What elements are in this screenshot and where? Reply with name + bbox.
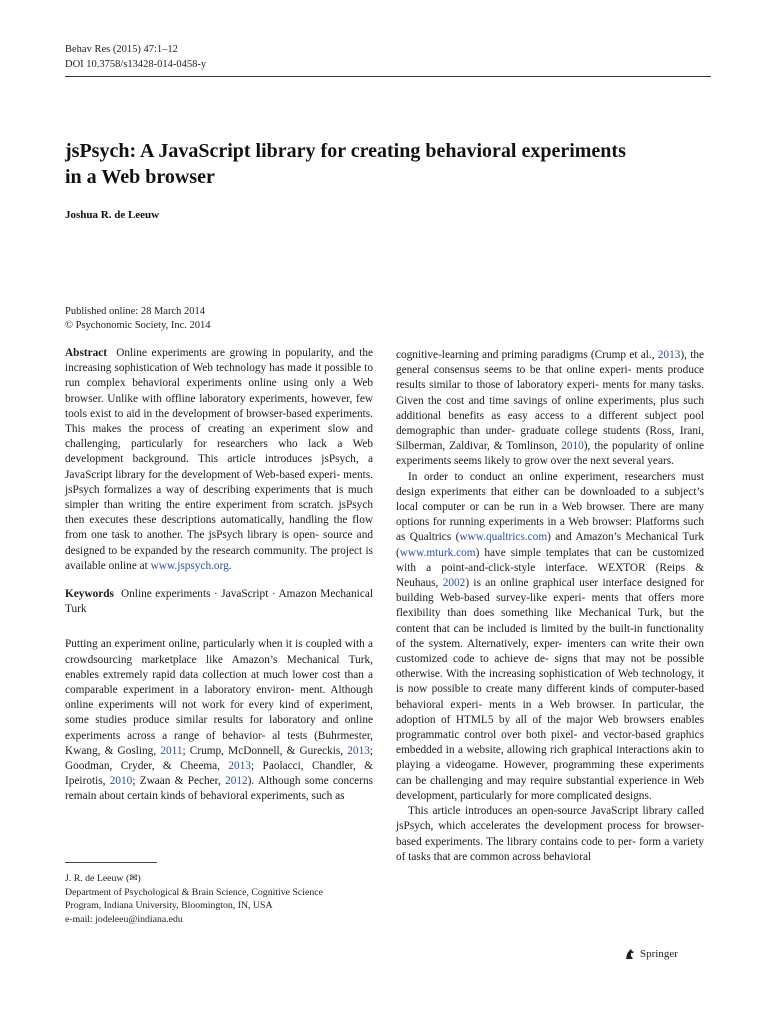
abstract-text: Online experiments are growing in popularity, and the increasing sophistication of Web technology has made it possible to run complex behavioral experiments online using only a Web browser. Unlike with offline laboratory experiments, however, few tools exist to aid in the development of browser-based experiments. This makes the process of creating an experiment slow and challenging, particularly for researchers who lack a Web development background. This article introduces jsPsych, a JavaScript library for the development of Web-based experi- ments. jsPsych formalizes a way of describing experiments that is much simpler than writing the entire experiment from scratch. jsPsych then executes these descriptions automatically, handling the flow from one task to another. The jsPsych library is open- source and designed to be expanded by the research community. The project is available online at — [65, 347, 373, 572]
doi: DOI 10.3758/s13428-014-0458-y — [65, 59, 207, 70]
keywords-label: Keywords — [65, 588, 114, 601]
citation-link[interactable]: 2013 — [347, 744, 370, 757]
affiliation-name: J. R. de Leeuw (✉) — [65, 873, 141, 884]
affiliation-dept: Department of Psychological & Brain Science, Cognitive Science — [65, 886, 323, 898]
envelope-icon[interactable]: ✉ — [129, 873, 138, 884]
left-column — [65, 346, 373, 805]
mturk-link[interactable]: www.mturk.com — [399, 546, 476, 559]
affiliation-program: Program, Indiana University, Bloomington, IN, USA — [65, 900, 273, 911]
copyright — [65, 319, 211, 333]
journal-header — [65, 42, 206, 72]
publisher-logo — [624, 948, 678, 960]
citation-link[interactable]: 2013 — [228, 760, 251, 773]
citation-link[interactable]: 2010 — [109, 775, 133, 788]
abstract: Abstract Online experiments are growing in popularity, and the increasing sophistication of Web technology has made it possible to run complex behavioral experiments online using only a Web browser. Unlike with offline laboratory experiments, however, few tools exist to aid in the development of browser-based experiments. This makes the process of creating an experiment slow and challenging, particularly for researchers who lack a Web development background. This article introduces jsPsych, a JavaScript library for the development of Web-based experi- ments. jsPsych formalizes a way of describing experiments that is much simpler than writing the entire experiment from scratch. jsPsych then executes these descriptions automatically, handling the flow from one task to another. The jsPsych library is open- source and designed to be expanded by the research community. The project is available online at www.jspsych.org. — [65, 347, 373, 572]
copyright-symbol: © — [65, 320, 73, 331]
keywords — [65, 587, 373, 617]
footnote-rule — [65, 862, 157, 863]
abstract-label: Abstract — [65, 347, 108, 359]
publication-info — [65, 305, 211, 333]
intro-paragraph: Putting an experiment online, particularly when it is coupled with a crowdsourcing marketplace like Amazon’s Mechanical Turk, enables extremely rapid data collection at much lower cost than a comparable experiment in a laboratory environ- ment. Although online experiments will not work for every kind of experiment, some studies produce similar results for laboratory and online experiments across a range of behavior- al tests (Buhrmester, Kwang, & Gosling, 2011; Crump, McDonnell, & Gureckis, 2013; Goodman, Cryder, & Cheema, 2013; Paolacci, Chandler, & Ipeirotis, 2010; Zwaan & Pecher, 2012). Although some concerns remain about certain kinds of behavioral experiments, such as — [65, 638, 374, 803]
keywords-text: Online experiments · JavaScript · Amazon Mechanical Turk — [65, 588, 373, 616]
header-rule — [65, 76, 711, 77]
article-title — [65, 138, 705, 190]
published-date: Published online: 28 March 2014 — [65, 306, 205, 317]
citation-link[interactable]: 2002 — [442, 577, 466, 590]
copyright-text: Psychonomic Society, Inc. 2014 — [75, 320, 211, 331]
author-name: Joshua R. de Leeuw — [65, 209, 160, 221]
right-paragraph-2: In order to conduct an online experiment, researchers must design experiments that either can be downloaded to a subject’s local computer or can be run in a Web browser. There are many options for running experiments in a Web browser: Platforms such as Qualtrics (www.qualtrics.com) and Amazon’s Mechanical Turk (www.mturk.com) have simple templates that can be customized with a point-and-click-style interface. WEXTOR (Reips & Neuhaus, 2002) is an online graphical user interface designed for building Web-based survey-like experi- ments that offers more flexibility than does something like Mechanical Turk, but the content that can be included is limited by the built-in functionality of the system. Alternatively, exper- imenters can write their own customized code to achieve de- signs that may not be possible otherwise. With the increasing sophistication of Web technology, it is now possible to create many different kinds of computer-based behavioral experi- ments in a Web browser. In particular, the adoption of HTML5 by all of the major Web browsers enables programmatic control over both pixel- and vector-based graphics embedded in a website, allowing rich graphical interactions akin to playing a videogame. However, programming these experiments can be challenging and may require substantial experience in Web development, particularly for more complicated designs. — [396, 470, 704, 802]
jspsych-link[interactable]: www.jspsych.org — [150, 559, 229, 572]
citation-link[interactable]: 2013 — [657, 349, 681, 361]
right-column — [396, 348, 704, 865]
qualtrics-link[interactable]: www.qualtrics.com — [459, 531, 548, 544]
citation-link[interactable]: 2010 — [561, 440, 584, 453]
citation-link[interactable]: 2011 — [160, 744, 183, 757]
citation-link[interactable]: 2012 — [225, 775, 248, 788]
right-paragraph-1: cognitive-learning and priming paradigms (Crump et al., 2013), the general consensus seems to be that online experi- ments produce results similar to those of laboratory experi- ments for many tasks. Given the cost and time savings of online experiments, plus such additional benefits as easy access to a different subject pool demographic than under- graduate college students (Ross, Irani, Silberman, Zaldivar, & Tomlinson, 2010), the popularity of online experiments seems likely to grow over the next several years. — [396, 349, 704, 468]
springer-horse-icon — [624, 948, 636, 960]
title-line-1: jsPsych: A JavaScript library for creating behavioral experiments — [65, 140, 626, 162]
author-affiliation — [65, 872, 375, 926]
journal-citation: Behav Res (2015) 47:1–12 — [65, 44, 178, 55]
publisher-name: Springer — [640, 948, 678, 960]
right-paragraph-3: This article introduces an open-source JavaScript library called jsPsych, which accelerates the development process for browser-based experiments. The library contains code to per- form a variety of tasks that are common across behavioral — [396, 805, 704, 863]
affiliation-email[interactable]: e-mail: jodeleeu@indiana.edu — [65, 913, 183, 925]
title-line-2: in a Web browser — [65, 166, 215, 188]
